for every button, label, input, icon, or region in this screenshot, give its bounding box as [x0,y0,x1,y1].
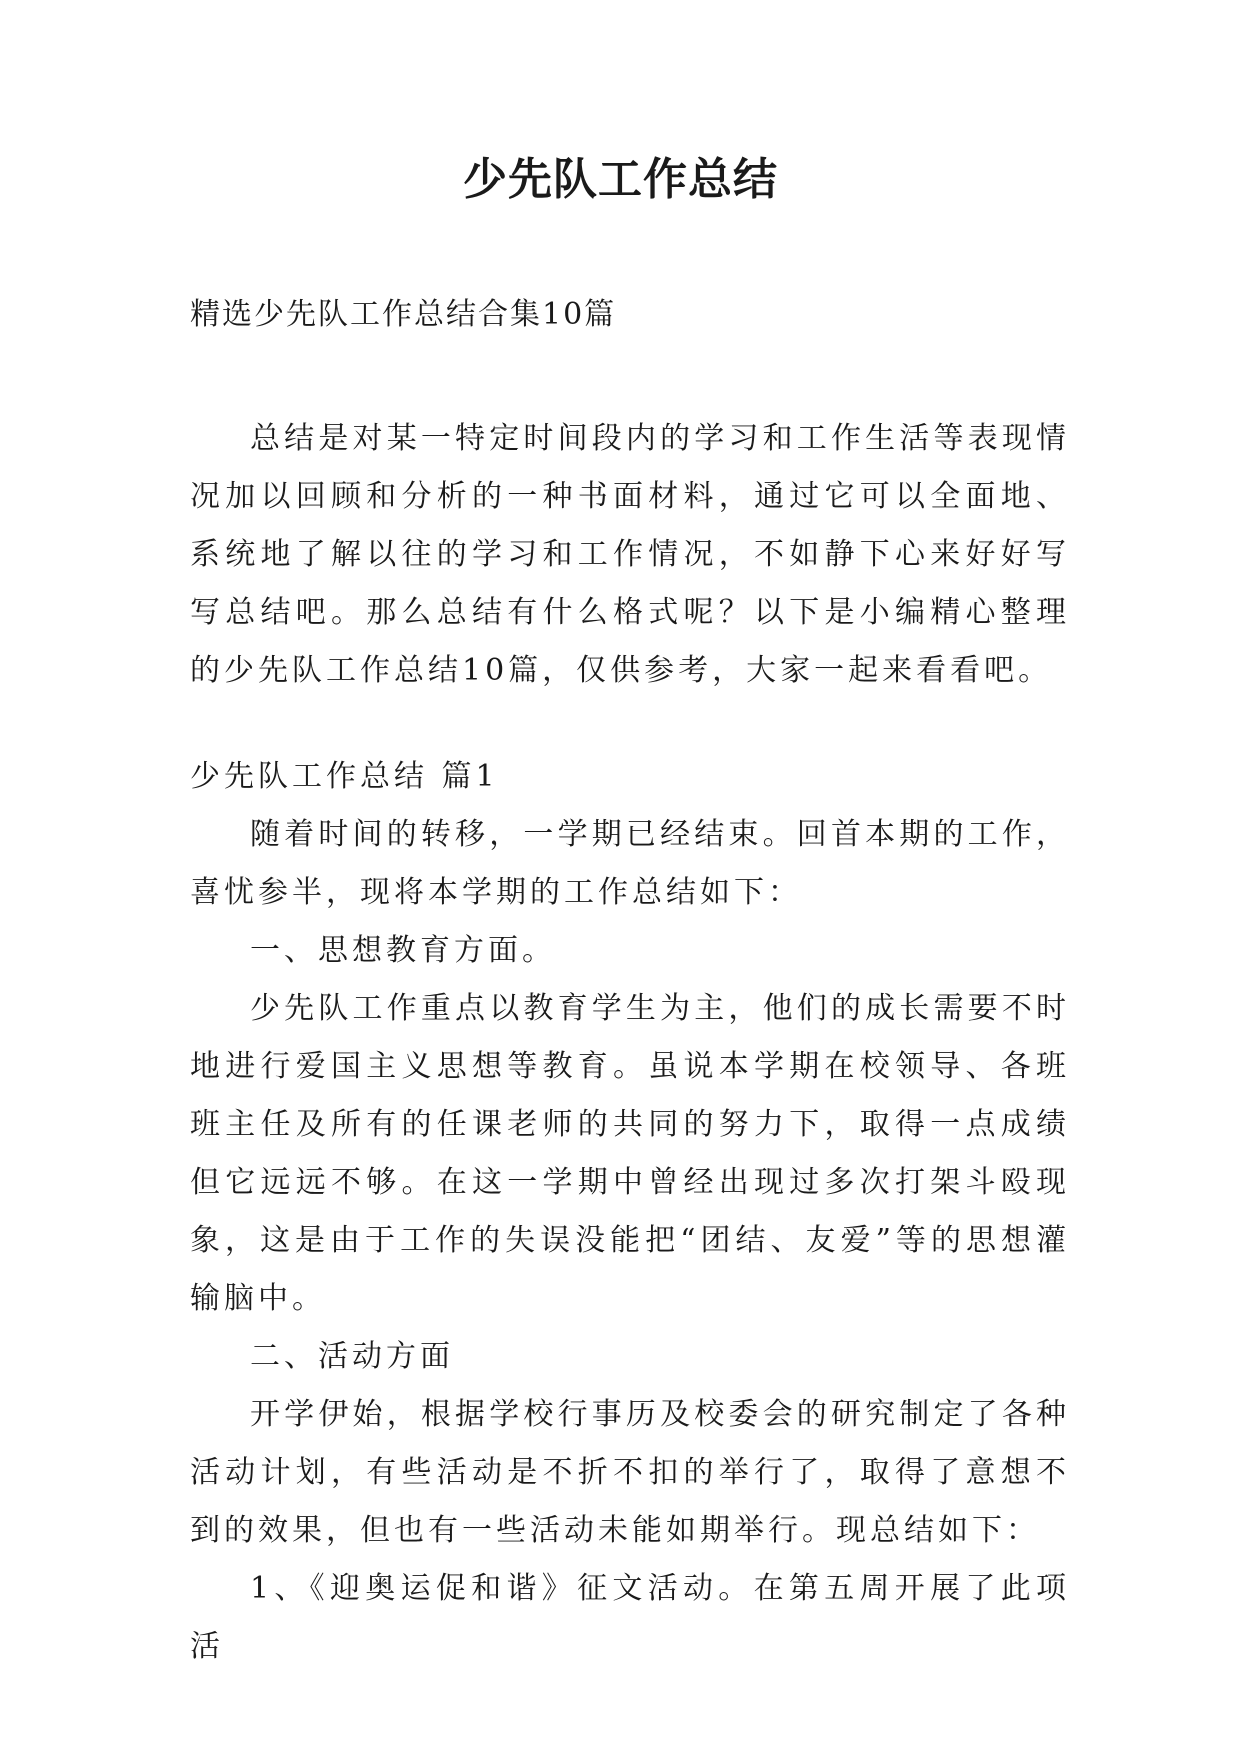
body-paragraph: 随着时间的转移，一学期已经结束。回首本期的工作，喜忧参半，现将本学期的工作总结如下： [190,817,1070,910]
body-paragraph: 少先队工作重点以教育学生为主，他们的成长需要不时地进行爱国主义思想等教育。虽说本学期在校领导、各班班主任及所有的任课老师的共同的努力下，取得一点成绩但它远远不够。在这一学期中曾经出现过多次打架斗殴现象，这是由于工作的失误没能把“团结、友爱”等的思想灌输脑中。 [190,991,1070,1316]
section-block [190,748,1070,1676]
body-paragraph: 1、《迎奥运促和谐》征文活动。在第五周开展了此项活 [190,1571,1070,1664]
section-heading: 少先队工作总结 篇1 [190,759,499,794]
document-subtitle: 精选少先队工作总结合集10篇 [190,297,617,332]
intro-block [190,410,1070,700]
body-paragraph: 二、活动方面 [250,1339,454,1374]
document-title: 少先队工作总结 [463,154,778,205]
body-paragraph: 一、思想教育方面。 [250,933,556,968]
body-paragraph: 开学伊始，根据学校行事历及校委会的研究制定了各种活动计划，有些活动是不折不扣的举行了，取得了意想不到的效果，但也有一些活动未能如期举行。现总结如下： [190,1397,1070,1548]
intro-paragraph: 总结是对某一特定时间段内的学习和工作生活等表现情况加以回顾和分析的一种书面材料，通过它可以全面地、系统地了解以往的学习和工作情况，不如静下心来好好写写总结吧。那么总结有什么格式呢？以下是小编精心整理的少先队工作总结10篇，仅供参考，大家一起来看看吧。 [190,421,1070,688]
